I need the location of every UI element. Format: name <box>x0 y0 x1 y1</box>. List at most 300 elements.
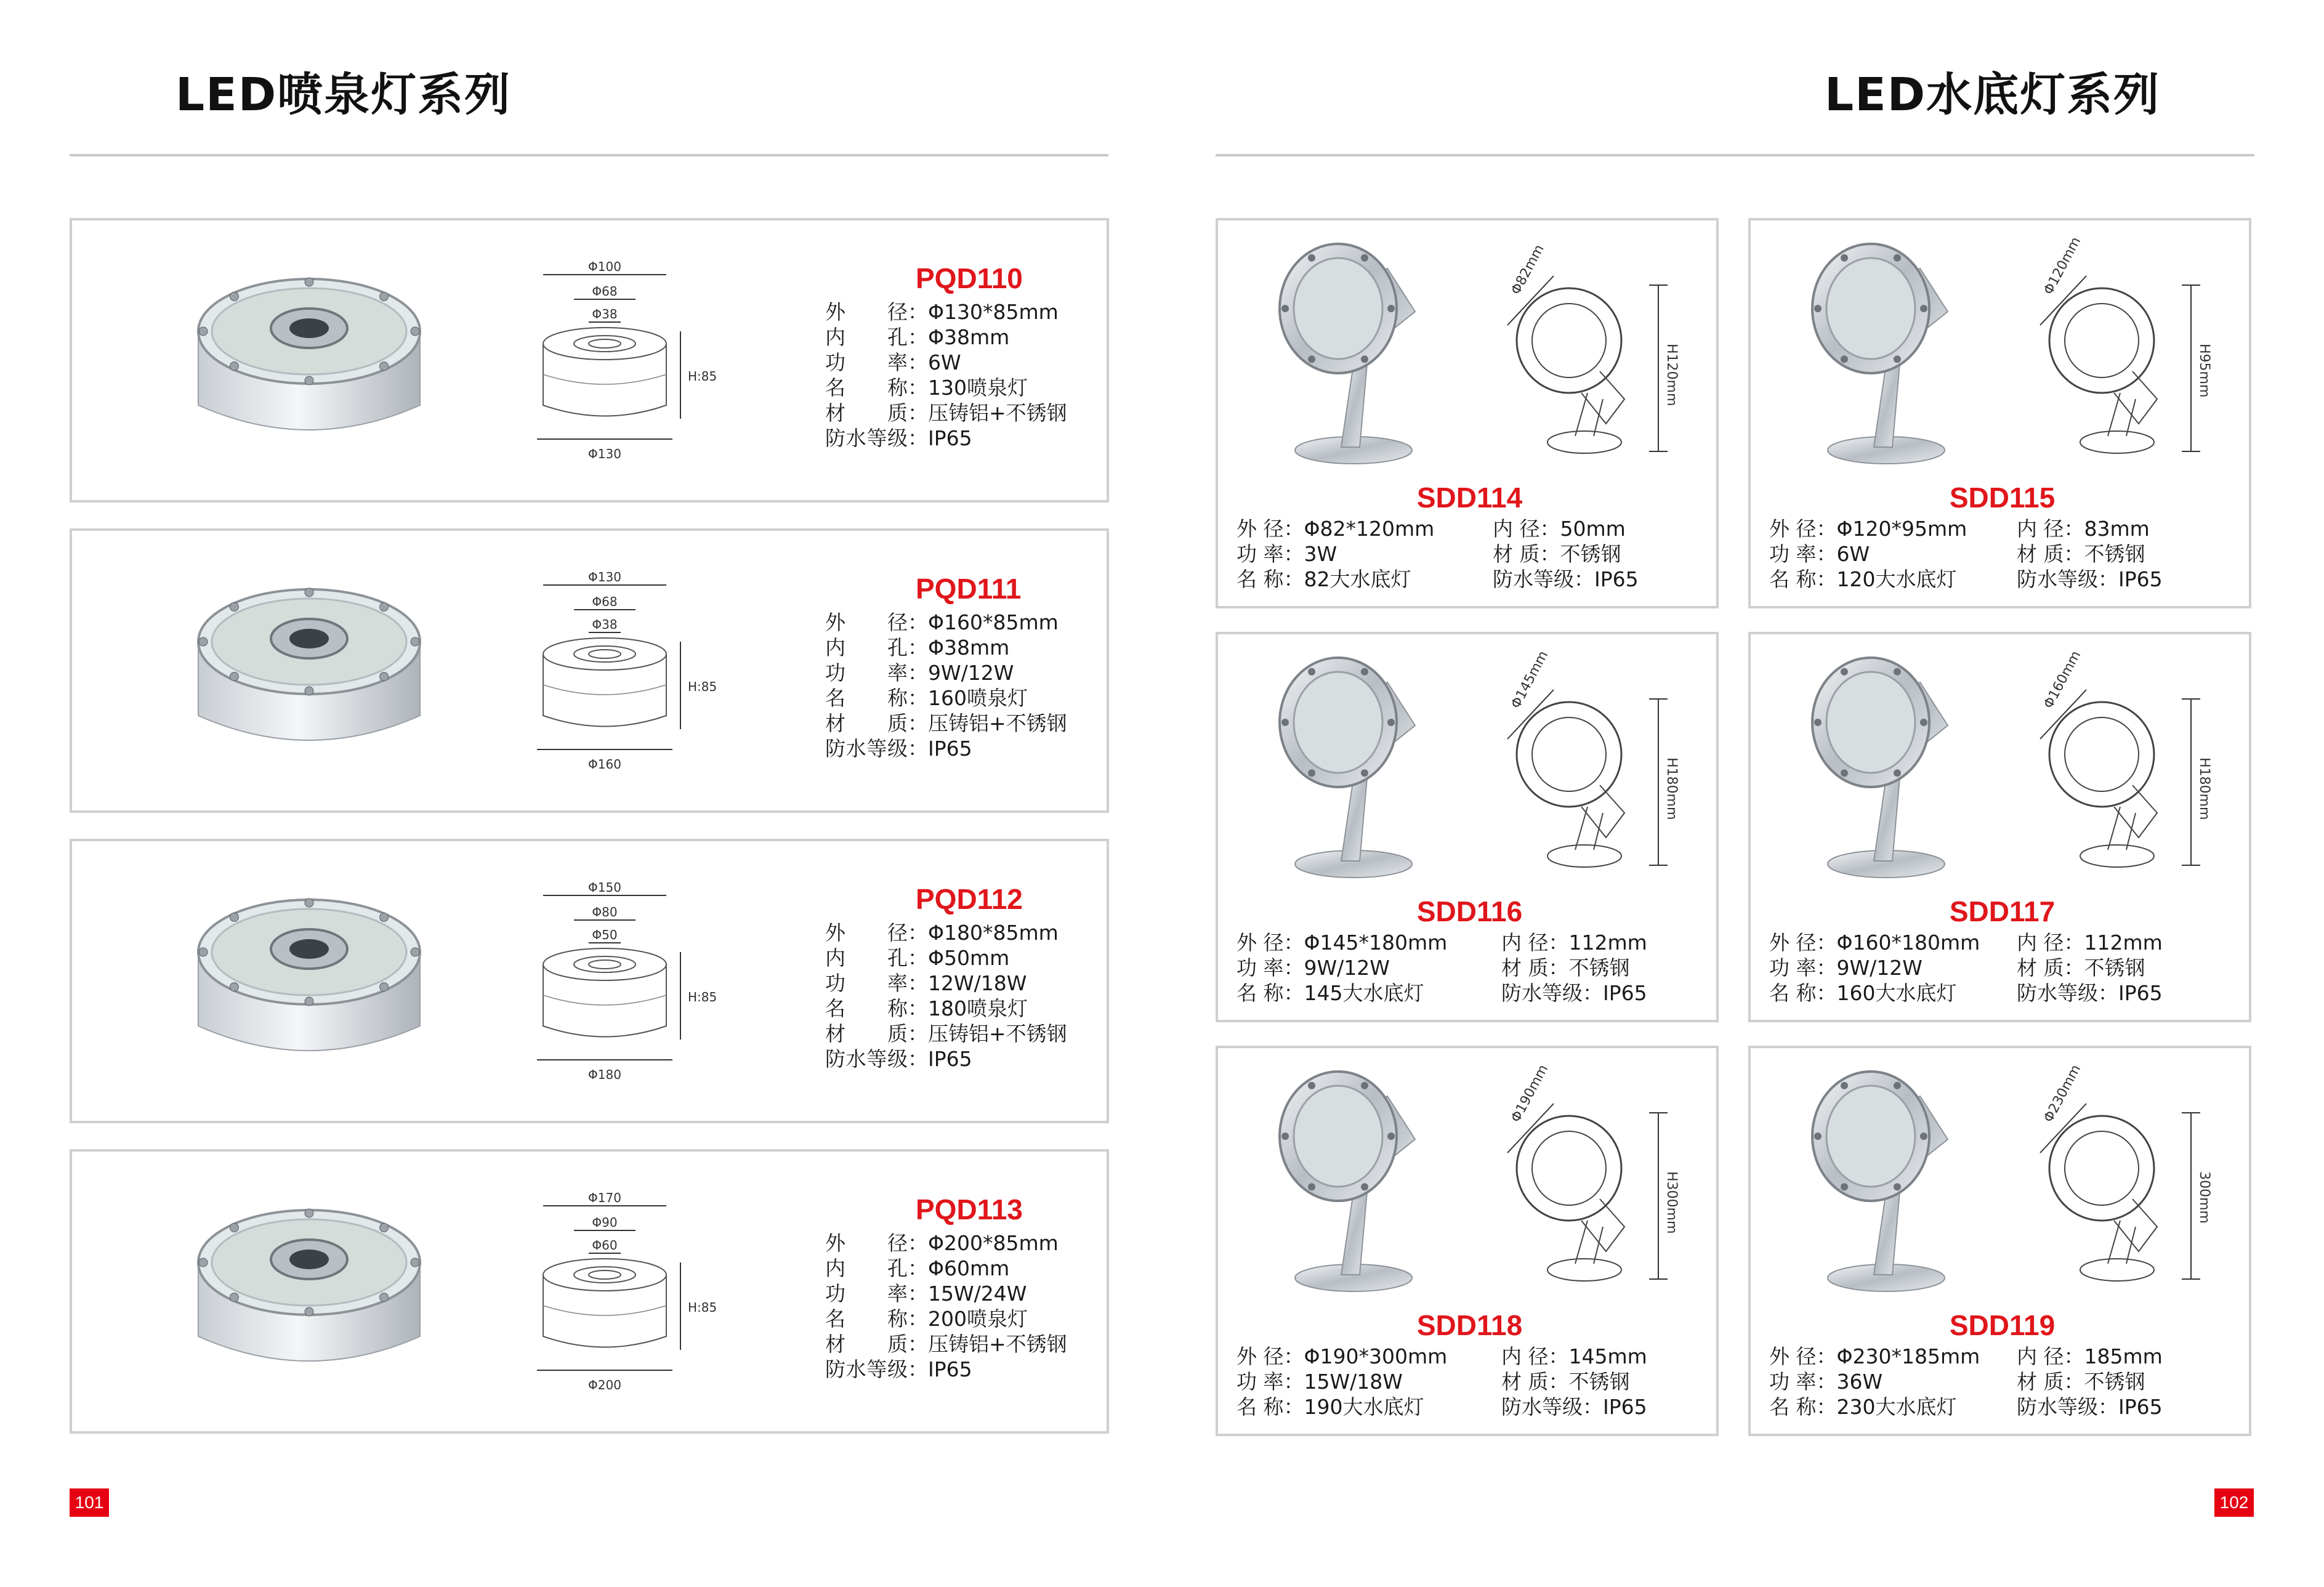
spec-row <box>1769 955 1980 980</box>
spec-row <box>825 711 1067 736</box>
spec-label: 外 径 <box>1237 931 1284 955</box>
spec-separator: ： <box>908 1047 928 1071</box>
fountain-light-photo <box>180 562 438 783</box>
dimension-label: H:85 <box>688 369 717 384</box>
spec-label: 防水等级 <box>825 426 908 450</box>
spec-label: 外 径 <box>1237 1344 1284 1368</box>
spec-label: 防水等级 <box>1501 1395 1583 1419</box>
underwater-light-card <box>1216 1046 1719 1436</box>
dimension-label: Φ38 <box>592 617 618 632</box>
dimension-label: Φ80 <box>592 905 618 919</box>
spec-label: 内 孔 <box>825 636 908 660</box>
spec-row <box>825 685 1067 711</box>
spec-value: 压铸铝+不锈钢 <box>928 401 1067 425</box>
dimension-drawing <box>1483 242 1686 479</box>
fountain-light-photo <box>180 872 438 1094</box>
model-number: PQD113 <box>916 1193 1023 1226</box>
spec-row <box>825 1281 1067 1306</box>
spec-row <box>1501 1344 1647 1369</box>
dimension-label: Φ90 <box>592 1215 618 1230</box>
spec-list <box>825 1230 1067 1382</box>
spec-value: IP65 <box>928 737 972 761</box>
spec-value: Φ130*85mm <box>928 300 1059 324</box>
left-title-rule <box>70 154 1108 156</box>
spec-label: 外 径 <box>1237 517 1284 541</box>
spec-label: 功 率 <box>825 971 908 995</box>
spec-separator: ： <box>1816 956 1837 980</box>
spec-value: Φ120*95mm <box>1836 517 1967 541</box>
spec-list-right <box>2017 516 2163 592</box>
spec-label: 防水等级 <box>825 737 908 761</box>
spec-value: IP65 <box>2118 1395 2163 1419</box>
underwater-light-card <box>1748 1046 2251 1436</box>
dimension-label: Φ68 <box>592 594 618 609</box>
spec-row <box>825 1357 1067 1382</box>
spec-label: 名 称 <box>825 996 908 1020</box>
spec-list-left <box>1237 1344 1447 1419</box>
spec-list-left <box>1237 930 1447 1006</box>
spec-row <box>2017 1394 2163 1419</box>
spec-separator: ： <box>1283 567 1304 591</box>
dimension-label: Φ160 <box>588 757 621 772</box>
spec-row <box>2017 980 2163 1006</box>
spec-separator: ： <box>908 610 928 634</box>
spec-value: 83mm <box>2084 517 2150 541</box>
spec-label: 名 称 <box>1769 567 1817 591</box>
dimension-drawing <box>1483 1062 1686 1307</box>
spec-label: 防水等级 <box>2017 567 2098 591</box>
spec-value: Φ160*180mm <box>1836 931 1980 955</box>
spec-label: 外 径 <box>1769 517 1817 541</box>
spec-separator: ： <box>908 426 928 450</box>
spec-label: 材 质 <box>825 401 908 425</box>
spec-value: IP65 <box>2118 981 2163 1005</box>
spec-label: 内 径 <box>1501 931 1549 955</box>
left-page-number: 101 <box>70 1488 109 1517</box>
spec-value: Φ190*300mm <box>1304 1344 1448 1368</box>
spec-value: 15W/18W <box>1304 1370 1403 1394</box>
spec-label: 名 称 <box>825 376 908 400</box>
spec-label: 功 率 <box>1769 542 1817 566</box>
spec-separator: ： <box>2098 1395 2118 1419</box>
dimension-drawing <box>1483 648 1686 893</box>
spec-row <box>1501 930 1647 955</box>
dimension-label: H:85 <box>688 679 717 694</box>
fountain-light-card <box>70 528 1109 813</box>
spec-label: 内 径 <box>2017 931 2064 955</box>
spec-value: Φ38mm <box>928 325 1010 349</box>
diameter-label: Φ230mm <box>2041 1062 2084 1125</box>
spec-value: IP65 <box>1594 567 1639 591</box>
spec-separator: ： <box>2064 1370 2084 1394</box>
spec-label: 功 率 <box>825 1282 908 1306</box>
spec-row <box>825 350 1067 375</box>
spec-value: 3W <box>1304 542 1338 566</box>
spec-separator: ： <box>908 325 928 349</box>
spec-label: 材 质 <box>825 1022 908 1046</box>
spec-label: 名 称 <box>1769 981 1817 1005</box>
diameter-label: Φ145mm <box>1508 648 1552 711</box>
spec-row <box>1237 955 1447 980</box>
spec-separator: ： <box>1816 1370 1837 1394</box>
spec-value: 不锈钢 <box>1560 542 1621 566</box>
spec-label: 材 质 <box>2017 542 2064 566</box>
model-number: PQD110 <box>916 262 1023 294</box>
spec-value: 压铸铝+不锈钢 <box>928 1022 1067 1046</box>
spec-list-right <box>1501 930 1647 1006</box>
underwater-light-photo <box>1261 232 1446 472</box>
diameter-label: Φ160mm <box>2041 648 2084 711</box>
spec-row <box>1493 567 1639 592</box>
spec-separator: ： <box>908 921 928 945</box>
spec-value: 120大水底灯 <box>1836 567 1957 591</box>
spec-separator: ： <box>1283 981 1304 1005</box>
underwater-light-card <box>1748 632 2251 1022</box>
spec-label: 功 率 <box>1237 1370 1284 1394</box>
diameter-label: Φ190mm <box>1508 1062 1552 1125</box>
right-title-rule <box>1216 154 2254 156</box>
dimension-drawing <box>540 878 717 1082</box>
spec-value: 185mm <box>2084 1344 2163 1368</box>
height-label: H180mm <box>2197 757 2212 820</box>
spec-row <box>1501 955 1647 980</box>
model-number: PQD112 <box>916 883 1023 915</box>
spec-value: 不锈钢 <box>2084 1370 2145 1394</box>
spec-separator: ： <box>908 1357 928 1381</box>
spec-label: 防水等级 <box>825 1047 908 1071</box>
spec-row <box>825 1046 1067 1072</box>
spec-row <box>1493 516 1639 541</box>
spec-label: 防水等级 <box>1501 981 1583 1005</box>
spec-value: 145大水底灯 <box>1304 981 1424 1005</box>
height-label: H120mm <box>1664 344 1679 406</box>
spec-row <box>1769 930 1980 955</box>
spec-value: 112mm <box>1568 931 1647 955</box>
spec-row <box>825 1256 1067 1281</box>
dimension-label: H:85 <box>688 1300 717 1315</box>
model-number: SDD117 <box>1949 895 2056 927</box>
spec-separator: ： <box>1283 542 1304 566</box>
spec-separator: ： <box>1539 542 1560 566</box>
spec-value: 不锈钢 <box>1568 956 1630 980</box>
spec-row <box>1237 1394 1447 1419</box>
spec-label: 内 孔 <box>825 946 908 970</box>
spec-row <box>2017 516 2163 541</box>
spec-value: 160喷泉灯 <box>928 686 1028 710</box>
spec-label: 外 径 <box>1769 931 1817 955</box>
spec-separator: ： <box>1539 517 1560 541</box>
spec-separator: ： <box>908 996 928 1020</box>
spec-row <box>1769 541 1967 567</box>
spec-separator: ： <box>1548 956 1569 980</box>
spec-row <box>1493 541 1639 567</box>
dimension-drawing <box>2015 234 2219 479</box>
spec-separator: ： <box>1283 931 1304 955</box>
spec-label: 功 率 <box>1237 542 1284 566</box>
underwater-light-photo <box>1261 1059 1446 1299</box>
dimension-label: Φ180 <box>588 1067 621 1082</box>
spec-label: 防水等级 <box>1493 567 1574 591</box>
spec-separator: ： <box>1548 931 1569 955</box>
left-page-title: LED喷泉灯系列 <box>176 68 512 121</box>
spec-list <box>825 920 1067 1072</box>
right-page-title: LED水底灯系列 <box>1825 68 2161 121</box>
spec-separator: ： <box>1283 1395 1304 1419</box>
spec-separator: ： <box>908 1256 928 1280</box>
spec-list <box>825 610 1067 761</box>
spec-value: Φ230*185mm <box>1836 1344 1980 1368</box>
spec-row <box>1769 516 1967 541</box>
underwater-light-photo <box>1794 1059 1979 1299</box>
spec-value: 9W/12W <box>1836 956 1923 980</box>
dimension-label: Φ50 <box>592 927 618 942</box>
spec-row <box>1237 980 1447 1006</box>
spec-separator: ： <box>2064 1344 2084 1368</box>
spec-row <box>1237 930 1447 955</box>
diameter-label: Φ82mm <box>1508 242 1547 297</box>
dimension-label: Φ68 <box>592 284 618 299</box>
model-number: PQD111 <box>916 573 1022 605</box>
spec-separator: ： <box>908 1307 928 1331</box>
spec-separator: ： <box>908 1282 928 1306</box>
spec-value: 15W/24W <box>928 1282 1027 1306</box>
dimension-label: Φ60 <box>592 1238 618 1253</box>
spec-list-right <box>2017 930 2163 1006</box>
spec-label: 名 称 <box>1237 981 1284 1005</box>
spec-row <box>2017 930 2163 955</box>
spec-value: Φ145*180mm <box>1304 931 1448 955</box>
spec-row <box>825 635 1067 660</box>
spec-separator: ： <box>1583 1395 1603 1419</box>
spec-value: 230大水底灯 <box>1836 1395 1957 1419</box>
spec-label: 名 称 <box>1769 1395 1817 1419</box>
spec-row <box>1769 1344 1980 1369</box>
spec-value: 不锈钢 <box>2084 542 2145 566</box>
spec-row <box>825 660 1067 685</box>
spec-label: 材 质 <box>1501 956 1549 980</box>
spec-row <box>1769 567 1967 592</box>
dimension-label: Φ130 <box>588 570 621 584</box>
spec-label: 功 率 <box>825 661 908 685</box>
spec-value: 200喷泉灯 <box>928 1307 1028 1331</box>
spec-separator: ： <box>908 661 928 685</box>
spec-value: 9W/12W <box>1304 956 1390 980</box>
spec-label: 名 称 <box>1237 567 1284 591</box>
spec-value: 12W/18W <box>928 971 1027 995</box>
dimension-drawing <box>540 257 717 461</box>
spec-label: 功 率 <box>1769 956 1817 980</box>
fountain-light-card <box>70 218 1109 503</box>
right-page-number: 102 <box>2214 1488 2254 1517</box>
spec-value: 112mm <box>2084 931 2163 955</box>
dimension-label: Φ170 <box>588 1190 621 1205</box>
dimension-label: Φ200 <box>588 1378 621 1392</box>
spec-separator: ： <box>1283 956 1304 980</box>
spec-value: 压铸铝+不锈钢 <box>928 711 1067 735</box>
spec-label: 材 质 <box>2017 956 2064 980</box>
spec-row <box>2017 955 2163 980</box>
dimension-label: Φ150 <box>588 880 621 895</box>
spec-value: IP65 <box>928 426 972 450</box>
spec-row <box>1769 1369 1980 1394</box>
spec-label: 内 径 <box>2017 517 2064 541</box>
spec-row <box>825 299 1067 325</box>
underwater-light-photo <box>1794 645 1979 886</box>
spec-row <box>825 945 1067 971</box>
spec-label: 防水等级 <box>2017 981 2098 1005</box>
spec-row <box>825 400 1067 426</box>
spec-separator: ： <box>1283 517 1304 541</box>
spec-separator: ： <box>1574 567 1594 591</box>
spec-list-right <box>1501 1344 1647 1419</box>
height-label: H300mm <box>1664 1171 1679 1234</box>
underwater-light-photo <box>1794 232 1979 472</box>
spec-value: IP65 <box>928 1047 972 1071</box>
spec-value: 压铸铝+不锈钢 <box>928 1332 1067 1356</box>
spec-value: Φ200*85mm <box>928 1231 1059 1255</box>
spec-separator: ： <box>2098 981 2118 1005</box>
spec-row <box>1769 980 1980 1006</box>
spec-row <box>825 610 1067 635</box>
spec-value: 82大水底灯 <box>1304 567 1411 591</box>
spec-row <box>1501 980 1647 1006</box>
spec-value: 不锈钢 <box>1568 1370 1630 1394</box>
spec-separator: ： <box>908 401 928 425</box>
spec-separator: ： <box>1283 1370 1304 1394</box>
spec-label: 材 质 <box>2017 1370 2064 1394</box>
height-label: H180mm <box>1664 757 1679 820</box>
spec-value: 145mm <box>1568 1344 1647 1368</box>
spec-label: 名 称 <box>825 1307 908 1331</box>
spec-separator: ： <box>908 711 928 735</box>
spec-separator: ： <box>1816 542 1837 566</box>
spec-separator: ： <box>908 350 928 374</box>
spec-separator: ： <box>908 1332 928 1356</box>
spec-separator: ： <box>908 686 928 710</box>
model-number: SDD118 <box>1416 1309 1523 1341</box>
dimension-label: Φ130 <box>588 446 621 461</box>
spec-row <box>1237 1344 1447 1369</box>
spec-row <box>825 971 1067 996</box>
spec-separator: ： <box>2098 567 2118 591</box>
spec-separator: ： <box>1548 1370 1569 1394</box>
spec-separator: ： <box>2064 542 2084 566</box>
spec-row <box>825 996 1067 1021</box>
spec-value: 160大水底灯 <box>1836 981 1957 1005</box>
height-label: 300mm <box>2197 1171 2212 1224</box>
spec-row <box>825 426 1067 451</box>
spec-label: 外 径 <box>825 1231 908 1255</box>
spec-row <box>825 1230 1067 1256</box>
spec-separator: ： <box>1583 981 1603 1005</box>
spec-label: 外 径 <box>1769 1344 1817 1368</box>
spec-row <box>825 736 1067 761</box>
spec-value: 不锈钢 <box>2084 956 2145 980</box>
spec-separator: ： <box>1548 1344 1569 1368</box>
spec-separator: ： <box>908 376 928 400</box>
spec-row <box>1237 541 1434 567</box>
spec-label: 功 率 <box>825 350 908 374</box>
spec-label: 内 径 <box>1493 517 1540 541</box>
spec-label: 外 径 <box>825 610 908 634</box>
spec-separator: ： <box>908 737 928 761</box>
fountain-light-photo <box>180 1182 438 1404</box>
underwater-light-card <box>1216 218 1719 608</box>
model-number: SDD119 <box>1949 1309 2056 1341</box>
spec-separator: ： <box>1816 1344 1837 1368</box>
spec-label: 内 孔 <box>825 325 908 349</box>
spec-row <box>825 375 1067 400</box>
model-number: SDD116 <box>1416 895 1523 927</box>
dimension-label: H:85 <box>688 990 717 1004</box>
dimension-drawing <box>2015 648 2219 893</box>
spec-label: 功 率 <box>1237 956 1284 980</box>
spec-label: 外 径 <box>825 921 908 945</box>
spec-list <box>825 299 1067 451</box>
height-label: H95mm <box>2197 344 2212 398</box>
dimension-drawing <box>2015 1062 2219 1307</box>
model-number: SDD115 <box>1949 482 2056 514</box>
spec-value: 6W <box>1836 542 1870 566</box>
spec-label: 内 径 <box>1501 1344 1549 1368</box>
model-number: SDD114 <box>1416 482 1523 514</box>
spec-row <box>1501 1394 1647 1419</box>
dimension-label: Φ38 <box>592 307 618 321</box>
spec-row <box>2017 1344 2163 1369</box>
spec-label: 材 质 <box>825 711 908 735</box>
spec-separator: ： <box>908 971 928 995</box>
spec-row <box>2017 567 2163 592</box>
spec-value: 50mm <box>1560 517 1626 541</box>
spec-label: 内 孔 <box>825 1256 908 1280</box>
spec-row <box>2017 1369 2163 1394</box>
spec-value: 9W/12W <box>928 661 1014 685</box>
spec-separator: ： <box>2064 956 2084 980</box>
spec-separator: ： <box>908 636 928 660</box>
fountain-light-photo <box>180 251 438 473</box>
spec-label: 防水等级 <box>2017 1395 2098 1419</box>
spec-label: 内 径 <box>2017 1344 2064 1368</box>
diameter-label: Φ120mm <box>2041 234 2084 297</box>
spec-value: 180喷泉灯 <box>928 996 1028 1020</box>
spec-list-left <box>1769 516 1967 592</box>
spec-separator: ： <box>1816 981 1837 1005</box>
spec-label: 名 称 <box>825 686 908 710</box>
dimension-label: Φ100 <box>588 259 621 274</box>
spec-value: Φ180*85mm <box>928 921 1059 945</box>
spec-value: IP65 <box>1603 981 1647 1005</box>
spec-separator: ： <box>908 946 928 970</box>
spec-row <box>1501 1369 1647 1394</box>
spec-separator: ： <box>1816 931 1837 955</box>
spec-label: 名 称 <box>1237 1395 1284 1419</box>
spec-list-right <box>2017 1344 2163 1419</box>
underwater-light-card <box>1216 632 1719 1022</box>
spec-separator: ： <box>1816 517 1837 541</box>
spec-row <box>825 920 1067 945</box>
spec-value: Φ160*85mm <box>928 610 1059 634</box>
spec-value: Φ38mm <box>928 636 1010 660</box>
spec-value: Φ50mm <box>928 946 1010 970</box>
spec-separator: ： <box>908 1231 928 1255</box>
spec-label: 材 质 <box>1493 542 1540 566</box>
spec-separator: ： <box>2064 517 2084 541</box>
spec-label: 功 率 <box>1769 1370 1817 1394</box>
spec-separator: ： <box>908 1022 928 1046</box>
fountain-light-card <box>70 1149 1109 1434</box>
spec-list-left <box>1237 516 1434 592</box>
spec-value: Φ60mm <box>928 1256 1010 1280</box>
